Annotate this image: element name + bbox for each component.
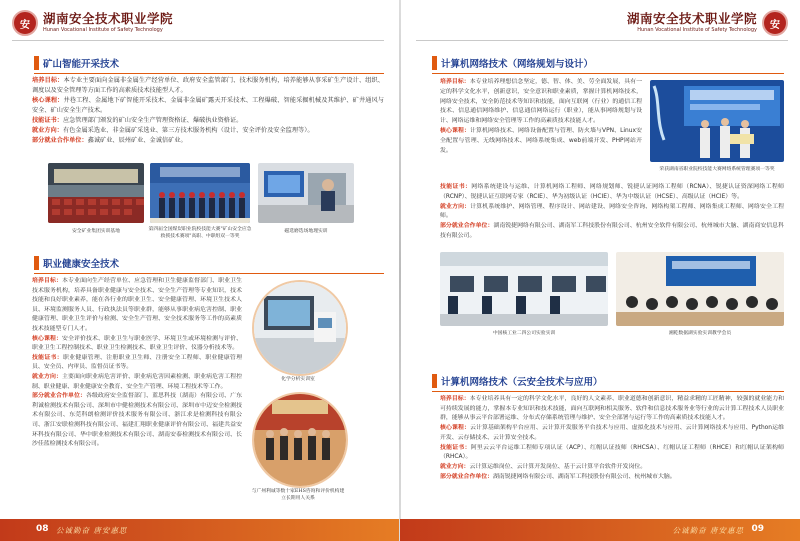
para-health-jobs: 就业方向：主要面向职业病危害评价、职业病危害因素检测、职业病危害工程控制、职业健康、职业健康安全教育、安全生产管理、环境工程技术等工作。 — [32, 373, 243, 390]
photo-chem-lab — [252, 280, 348, 376]
network-planning-description-top — [440, 78, 642, 156]
photo-data-training — [616, 252, 784, 326]
school-name-en: Hunan Vocational Institute of Safety Technology — [43, 26, 163, 33]
cloud-security-description — [440, 395, 784, 482]
section-marker — [34, 256, 39, 270]
right-page — [400, 0, 800, 541]
para-cloud-courses: 核心课程：云计算基础架构平台应用、云计算开发服务平台技术与应用、虚拟化技术与应用、云计算网络技术与应用、Python运维开发、云存储技术、云计算安全技术。 — [440, 425, 785, 441]
para-mining-certs: 技能证书：应急管理部门颁发的矿山安全生产管理资格证、爆破执业资格证。 — [32, 117, 243, 124]
para-net-goal: 培养目标：本专业培养理想信念坚定，德、智、体、美、劳全面发展，具有一定的科学文化水平，创新意识，安全意识和职业素质，掌握计算机网络技术，网络安全技术，安全防范技术等知识和技能，面向互联网（行业）的通信工程技术、信息通信网络维护、信息通信网络运行（职业），能从事网络规划与设计、网络运维和网络安全管理等工作的高素质技术技能人才。 — [440, 79, 643, 125]
para-health-goal: 培养目标：本专业面向生产经营单位、应急管理和卫生健康监督部门、职业卫生技术服务机构，培养具备职业健康与安全技术、安全生产管理等专业知识，技术技能和良好职业素养，能在各行业的职业卫生、安全健康管理、环境卫生技术人员、环境监测服务人员、行政执法员等职业群，能够从事职业病危害控制、职业健康管理、职业卫生评价与检测、安全生产管理、安全技术服务等工作的高素质技术技能型专门人才。 — [32, 278, 243, 332]
school-name-cn: 湖南安全技术职业学院 — [43, 11, 174, 27]
section-underline — [432, 73, 784, 74]
caption-mining-base: 安全矿业集团实训基地 — [72, 229, 120, 234]
footer-bar — [400, 519, 800, 541]
para-net-courses: 核心课程：计算机网络技术、网络设备配置与管理、防火墙与VPN、Linux安全配置与管理、无线网络技术、网络系统集成、web前端开发、PHP网站开发。 — [440, 127, 643, 154]
school-seal-icon: 安 — [762, 10, 788, 36]
school-header — [627, 8, 788, 38]
caption-lab: 磁选磨选场地理实训 — [284, 229, 328, 234]
photo-mining-base — [48, 163, 144, 223]
caption-nuclear: 中国核工业二四公司实验实训 — [492, 331, 556, 336]
header-divider — [12, 40, 384, 41]
school-header — [12, 8, 173, 38]
para-health-courses: 核心课程：安全评价技术、职业卫生与职业医学、环境卫生或环境检测与评价、职业卫生工程控制技术、职业卫生检测技术、职业卫生评价、仪器分析技术等。 — [32, 335, 243, 352]
caption-data: 湘乾数据湖实验实训教学会员 — [668, 331, 732, 336]
para-cloud-goal: 培养目标：本专业培养具有一定的科学文化水平，良好的人文素养、职业道德和创新意识，精益求精的工匠精神，较强的就业能力和可持续发展的能力，掌握本专业知识和技术技能，面向互联网和相关服务、软件和信息技术服务业等行业的云计算工程技术人员职业群，能够从事云平台部署运维、分布式存储系统管理与维护、安全全部署与运行等工作的高素质技术技能人才。 — [440, 396, 785, 422]
para-mining-partners: 部分就业合作单位：鑫诚矿业、辰州矿业、金诚信矿业。 — [32, 137, 187, 144]
para-mining-goal: 培养目标：本专业主要面向金属非金属生产经营单位、政府安全监管部门、技术服务机构，培养能够从事采矿生产设计、组织、调度以及安全管理等方面工作的高素质技术技能型人才。 — [32, 77, 384, 94]
section-underline — [34, 73, 384, 74]
page-number: 09 — [751, 524, 764, 534]
section-marker — [432, 374, 437, 388]
para-cloud-partners: 部分就业合作单位：湖南锐捷网络有限公司、湖南军工科技股份有限公司、杭州城市大脑。 — [440, 473, 676, 480]
network-planning-description-bottom — [440, 183, 784, 242]
section-underline — [432, 391, 784, 392]
para-net-partners: 部分就业合作单位：湖南锐捷网络有限公司、湖南军工科技股份有限公司、杭州安全软件有限公司、杭州城市大脑、湖南商安信息科技有限公司。 — [440, 223, 785, 239]
health-description — [32, 277, 242, 450]
para-mining-jobs: 就业方向：有色金属采选业、非金属矿采选业、第三方技术服务机构（设计、安全评价及安全监理等）。 — [32, 127, 314, 134]
caption-network-award: 荣获湖南省职业院校技能大赛网络系统管理赛项一等奖 — [659, 167, 775, 172]
caption-chem-lab: 化学分析实训室 — [281, 377, 315, 382]
footer-slogan: 公诚勤奋 唐安惠思 — [672, 526, 744, 535]
section-title-cloud-security: 计算机网络技术（云安全技术与应用） — [432, 372, 603, 390]
para-health-partners: 部分就业合作单位：各级政府安全监督部门、蓝思科技（湖南）有限公司、广东利诚检测技术有限公司、深圳市中健检测技术有限公司、深圳市中迈安全检测技术有限公司、东莞科朗检测评价技术服务有限公司、浙江求是检测科技有限公司、浙江安联检测科技有限公司、福建汇翔职业健康评价有限公司、福建共益安环科技有限公司、华中职业检测技术有限公司、湖南安泰检测技术有限公司、长沙佳蓝检测技术有限公司。 — [32, 393, 243, 448]
para-net-jobs: 就业方向：计算机系统维护、网络管理、程序设计、网站建设、网络安全咨询、网络构架工程师、网络集成工程师、网络安全工程师。 — [440, 203, 785, 220]
page-number: 08 — [36, 524, 49, 534]
mining-description — [32, 76, 384, 146]
footer-bar — [0, 519, 400, 541]
para-mining-courses: 核心课程：井巷工程、金属地下矿智能开采技术、金属非金属矿露天开采技术、工程爆破、智能采掘机械及其维护、矿井通风与安全、矿山安全生产技术。 — [32, 97, 384, 114]
section-title-mining: 矿山智能开采技术 — [34, 54, 119, 72]
photo-network-award — [650, 80, 784, 162]
photo-cooperation-meeting — [252, 392, 348, 488]
header-divider — [416, 40, 788, 41]
photo-nuclear-training — [440, 252, 608, 326]
school-name-en: Hunan Vocational Institute of Safety Technology — [637, 26, 757, 33]
school-seal-icon: 安 — [12, 10, 38, 36]
section-title-network-planning: 计算机网络技术（网络规划与设计） — [432, 54, 593, 72]
para-net-certs: 技能证书：网络系统建设与运维、计算机网络工程师、网络规划师、锐捷认证网络工程师（RCNA）、锐捷认证资深网络工程师（RCNP）、锐捷认证互联网专家（RCIE）、华为初级认证（HCIE）、华为中级认证（HCSE）、高级认证（HCIE）等。 — [440, 184, 785, 200]
photo-competition-award — [150, 163, 250, 223]
section-underline — [34, 273, 384, 274]
section-marker — [34, 56, 39, 70]
caption-cooperation: 与广州利诚等数十家EHS咨询和评价机构建立长期用人关系 — [251, 489, 345, 501]
section-title-health: 职业健康安全技术 — [34, 254, 119, 272]
para-health-certs: 技能证书：职业健康管理、注册职业卫生师、注册安全工程师、职业健康管理员、安全员、内审员、监督员证书等。 — [32, 354, 243, 371]
section-marker — [432, 56, 437, 70]
photo-lab-training — [258, 163, 354, 223]
school-name-cn: 湖南安全技术职业学院 — [626, 11, 757, 27]
footer-slogan: 公诚勤奋 唐安惠思 — [56, 526, 128, 535]
para-cloud-certs: 技能证书：阿里云云平台运维工程师专项认证（ACP）、红帽认证技师（RHCSA）、红帽认证工程师（RHCE）和红帽认证架构师（RHCA）。 — [440, 444, 785, 461]
para-cloud-jobs: 就业方向：云计算运维岗位、云计算开发岗位、基于云计算平台软件开发岗位。 — [440, 463, 647, 470]
caption-competition: 第四届全国煤炭职业院校技能大赛"矿山安全应急救援技术赛项"高职、中职组双一等奖 — [148, 227, 252, 239]
